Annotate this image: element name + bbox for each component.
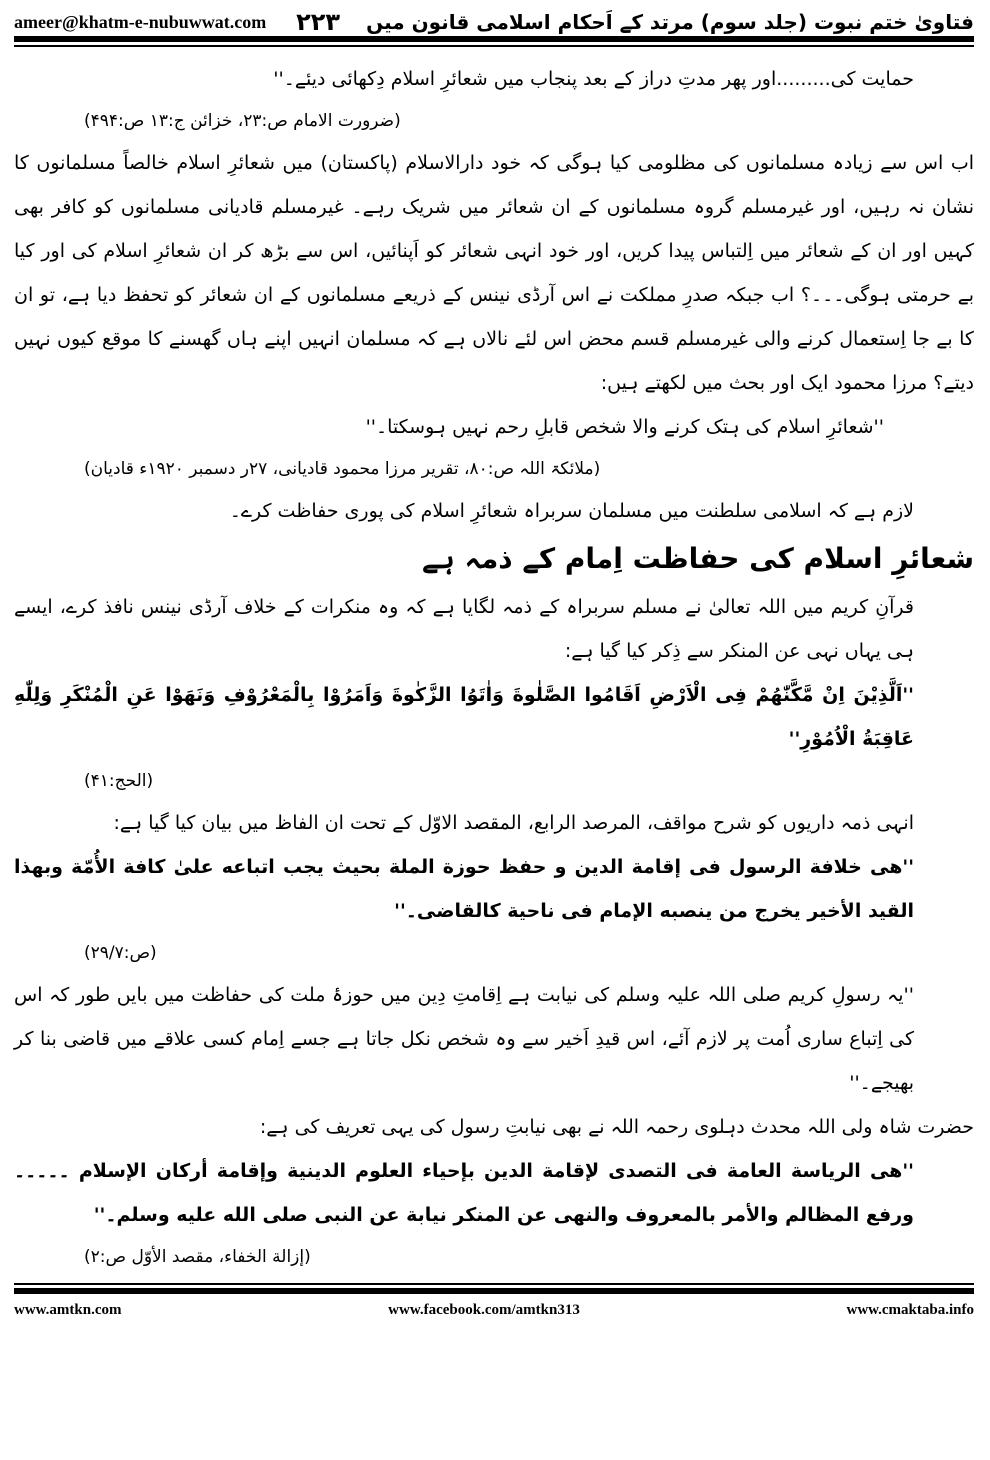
quran-verse-line: ''اَلَّذِیْنَ اِنْ مَّکَّنّٰهُمْ فِی الْاَرْضِ اَقَامُوا الصَّلٰوةَ وَاٰتَوُا الزَّکٰوةَ وَاَمَرُوْا بِالْمَعْرُوْفِ وَنَهَوْا	[165, 684, 914, 706]
citation: (إزالة الخفاء، مقصد الأوّل ص:۲)	[84, 1247, 311, 1267]
arabic-quote-line: الأُمّة وبهذا القید الأخیر یخرج من ینصبه الإمام فی ناحیة کالقاضی۔''	[14, 856, 914, 922]
paragraph	[14, 57, 974, 101]
text-line: انہی ذمہ داریوں کو شرح مواقف، المرصد الرابع، المقصد الاوّل کے تحت ان الفاظ میں بیان کیا گیا ہے:	[113, 812, 914, 834]
text-line: حضرت شاہ ولی اللہ محدث دہلوی رحمہ اللہ نے بھی نیابتِ رسول کی یہی تعریف کی ہے:	[259, 1116, 974, 1138]
quote	[14, 973, 974, 1105]
arabic-quote-line: ''ھی الریاسة العامة فی التصدی لإقامة الدین بإحیاء العلوم الدینیة وإقامة أرکان	[155, 1160, 914, 1182]
paragraph	[14, 141, 974, 405]
quote-line: ''شعائرِ اسلام کی ہتک کرنے والا شخص قابلِ رحم نہیں ہوسکتا۔''	[365, 416, 884, 438]
header-email: ameer@khatm-e-nubuwwat.com	[14, 11, 267, 32]
page-body	[14, 57, 974, 1277]
text-line: نے اس آرڈی نینس کے ذریعے مسلمانوں کے ان شعائر کو تحفظ دیا ہے، تو ان کا بے جا اِستعمال کرنے والی غیرمسلم قسم محض اس لئے	[14, 284, 974, 350]
section-heading: شعائرِ اسلام کی حفاظت اِمام کے ذمہ ہے	[422, 542, 974, 575]
book-title: فتاویٰ ختم نبوت (جلد سوم) مرتد کے اَحکام اسلامی قانون میں	[366, 10, 974, 34]
citation: (ضرورت الامام ص:۲۳، خزائن ج:۱۳ ص:۴۹۴)	[84, 111, 401, 131]
page-number: ۲۲۳	[296, 8, 341, 36]
quote	[14, 405, 974, 449]
arabic-quote	[14, 845, 974, 933]
footer-rule-thick	[14, 1288, 974, 1294]
page-footer	[14, 1302, 974, 1319]
paragraph	[14, 1105, 974, 1149]
paragraph	[14, 489, 974, 533]
quote-line: ''یہ رسولِ کریم صلی اللہ علیہ وسلم کی نیابت ہے اِقامتِ دِین میں حوزۂ ملت کی حفاظت میں بایں طور	[75, 984, 914, 1006]
text-line: اب اس سے زیادہ مسلمانوں کی مظلومی کیا ہوگی کہ خود دارالاسلام (پاکستان) میں شعائرِ اسلام خالصاً مسلمانوں کا نشان نہ	[14, 152, 974, 218]
footer-link-facebook[interactable]: www.facebook.com/amtkn313	[388, 1302, 580, 1318]
text-line: یہاں نہی عن المنکر سے ذِکر کیا گیا ہے:	[564, 640, 881, 662]
text-line: حمایت کی.........اور پھر مدتِ دراز کے بعد پنجاب میں شعائرِ اسلام دِکھائی دیئے۔''	[273, 68, 914, 90]
arabic-quote	[14, 1149, 974, 1237]
quran-verse	[14, 673, 974, 761]
text-line: اِلتباس پیدا کریں، اور خود انہی شعائر کو اَپنائیں، اس سے بڑھ کر ان شعائرِ اسلام کی اور کیا بے حرمتی ہوگی۔۔۔؟ اب جبکہ صدرِ مملکت	[14, 240, 974, 306]
paragraph	[14, 585, 974, 673]
footer-link-amtkn[interactable]: www.amtkn.com	[14, 1302, 122, 1318]
citation: (ص:۲۹/۷)	[84, 943, 157, 963]
quote-line: قاضی بنا کر بھیجے۔''	[14, 1028, 914, 1094]
page-header	[14, 8, 974, 36]
arabic-quote-line: ''ھی خلافة الرسول فی إقامة الدین و حفظ حوزة الملة بحیث یجب اتباعه علیٰ کافة	[123, 856, 915, 878]
citation: (الحج:۴۱)	[84, 771, 154, 791]
text-line: لازم ہے کہ اسلامی سلطنت میں مسلمان سربراہ شعائرِ اسلام کی پوری حفاظت کرے۔	[229, 500, 914, 522]
citation: (ملائکۃ اللہ ص:۸۰، تقریر مرزا محمود قادیانی، ۲۷ر دسمبر ۱۹۲۰ء قادیان)	[84, 459, 601, 479]
arabic-quote-line: علیه وسلم۔''	[93, 1204, 217, 1226]
paragraph	[14, 801, 974, 845]
text-line: رہیں، اور غیرمسلم گروہ مسلمانوں کے ان شعائر میں شریک رہے۔ غیرمسلم قادیانی مسلمانوں کو کافر بھی کہیں اور ان کے شعائر میں	[14, 196, 974, 262]
quran-verse-line: عَنِ الْمُنْکَرِ وَلِلّٰهِ عَاقِبَةُ الْاُمُوْرِ''	[14, 684, 914, 750]
quote-line: کہ اس کی اِتباع ساری اُمت پر لازم آئے، اس قیدِ اَخیر سے وہ شخص نکل جاتا ہے جسے اِمام کسی علاقے میں	[14, 984, 914, 1050]
text-line: قرآنِ کریم میں اللہ تعالیٰ نے مسلم سربراہ کے ذمہ لگایا ہے کہ وہ منکرات کے خلاف آرڈی نینس نافذ کرے، ایسے ہی	[14, 596, 914, 662]
text-line: نالاں ہے کہ مسلمان انہیں اپنے ہاں گھسنے کا موقع کیوں نہیں دیتے؟ مرزا محمود ایک اور بحث میں لکھتے ہیں:	[14, 328, 974, 394]
header-rule-thin	[14, 45, 974, 47]
arabic-quote-line: الإسلام ۔۔۔۔۔ ورفع المظالم والأمر بالمعروف والنهی عن المنکر نیابة عن النبی صلی الله	[14, 1160, 914, 1226]
footer-link-cmaktaba[interactable]: www.cmaktaba.info	[846, 1302, 974, 1318]
